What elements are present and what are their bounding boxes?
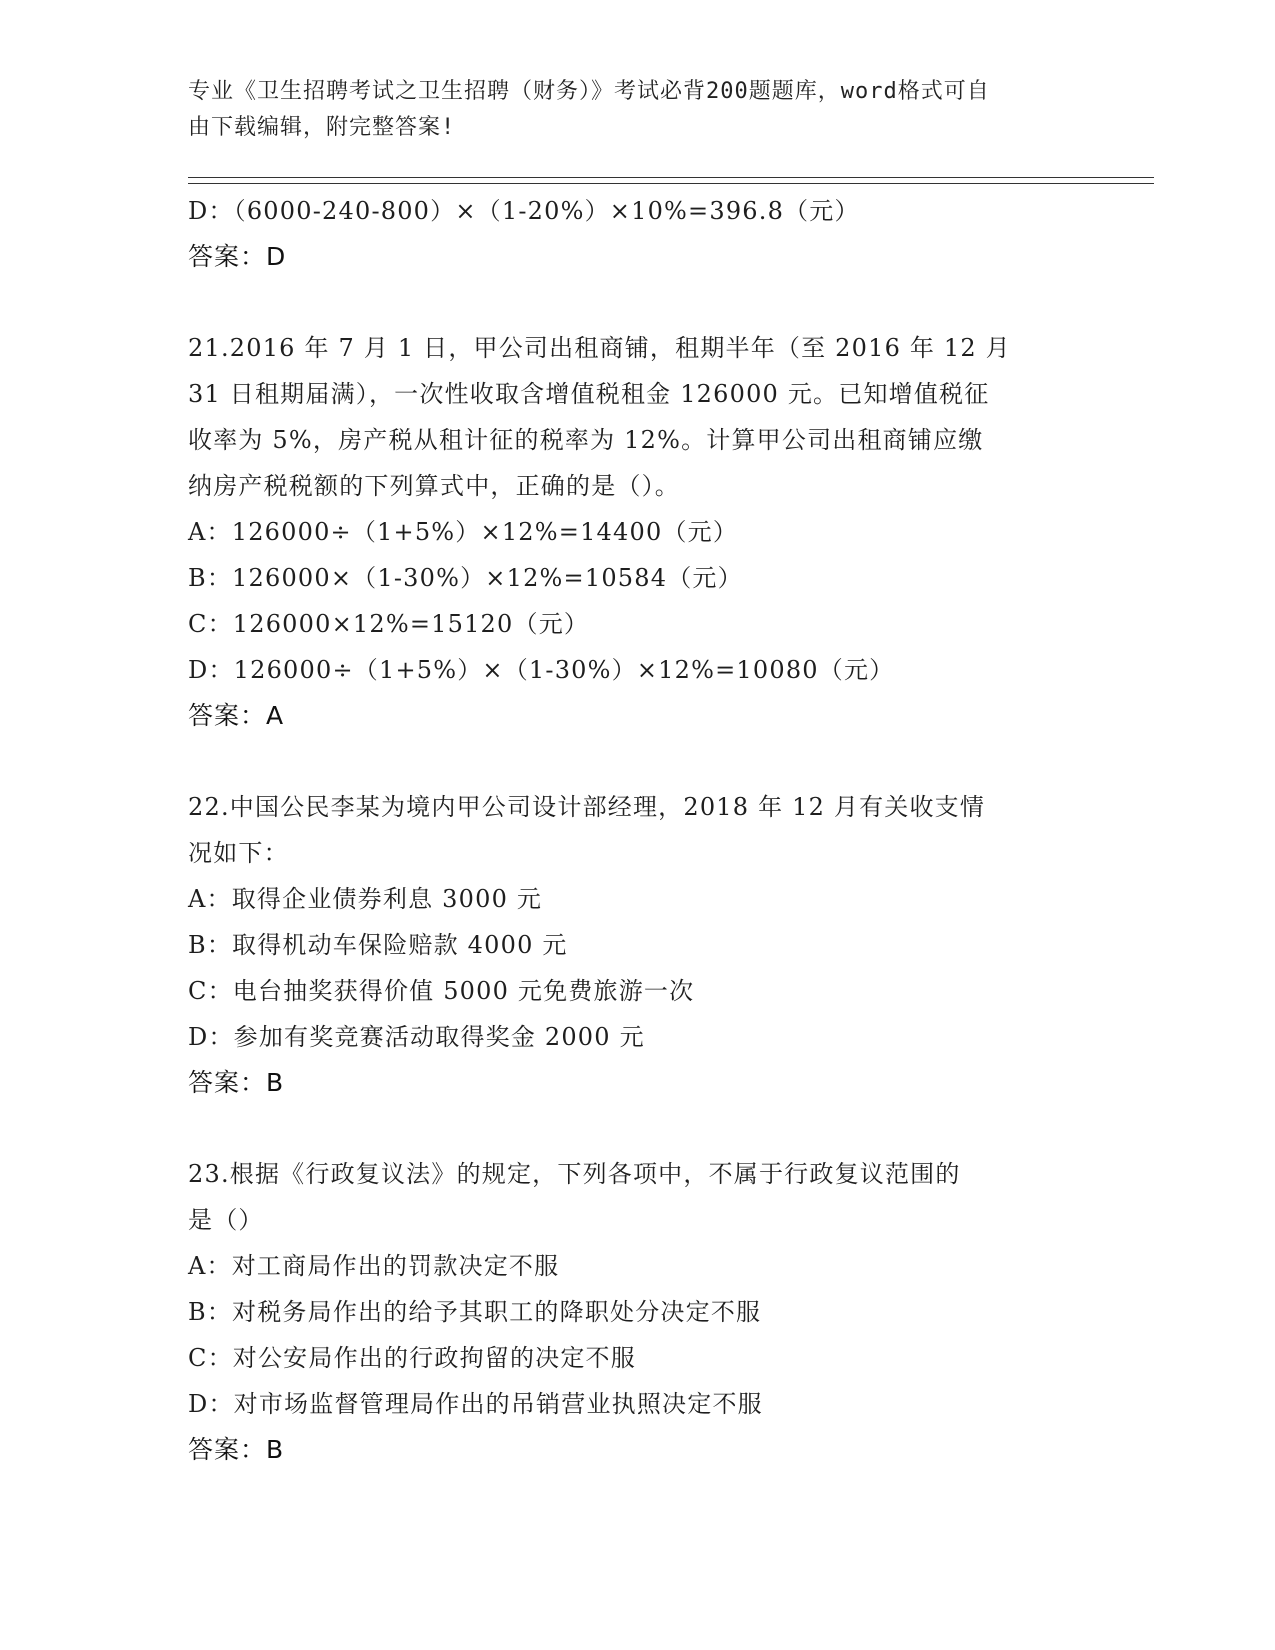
option-b: B：取得机动车保险赔款 4000 元 [188,931,568,959]
question-stem-line: 31 日租期届满），一次性收取含增值税租金 126000 元。已知增值税征 [188,380,990,408]
question-stem-line: 纳房产税税额的下列算式中，正确的是（）。 [188,472,680,500]
question-stem-line: 是（） [188,1206,264,1234]
question-23 [188,1151,1088,1473]
question-stem-line: 21.2016 年 7 月 1 日，甲公司出租商铺，租期半年（至 2016 年 12 月 [188,334,1011,362]
option-d: D：参加有奖竞赛活动取得奖金 2000 元 [188,1023,645,1051]
option-b: B：126000×（1-30%）×12%=10584（元） [188,564,743,592]
document-header [188,74,1068,146]
option-d: D：（6000-240-800）×（1-20%）×10%=396.8（元） [188,197,860,225]
option-d: D：对市场监督管理局作出的吊销营业执照决定不服 [188,1390,763,1418]
header-divider-bottom [188,183,1154,184]
option-c: C：126000×12%=15120（元） [188,610,590,638]
question-20-tail [188,188,1088,280]
option-b: B：对税务局作出的给予其职工的降职处分决定不服 [188,1298,762,1326]
question-stem-line: 23.根据《行政复议法》的规定，下列各项中，不属于行政复议范围的 [188,1160,961,1188]
document-body [188,188,1088,1473]
spacer [188,739,1088,784]
header-line-2: 由下载编辑，附完整答案! [188,115,456,140]
option-c: C：对公安局作出的行政拘留的决定不服 [188,1344,636,1372]
option-c: C：电台抽奖获得价值 5000 元免费旅游一次 [188,977,695,1005]
header-divider-top [188,177,1154,178]
spacer [188,1106,1088,1151]
spacer [188,280,1088,325]
question-stem-line: 况如下： [188,839,289,867]
question-22 [188,784,1088,1106]
option-a: A：126000÷（1+5%）×12%=14400（元） [188,518,739,546]
question-stem-line: 收率为 5%，房产税从租计征的税率为 12%。计算甲公司出租商铺应缴 [188,426,984,454]
header-line-1: 专业《卫生招聘考试之卫生招聘（财务）》考试必背200题题库，word格式可自 [188,79,990,104]
option-d: D：126000÷（1+5%）×（1-30%）×12%=10080（元） [188,656,895,684]
answer-line: 答案：B [188,1435,285,1464]
option-a: A：对工商局作出的罚款决定不服 [188,1252,560,1280]
question-stem-line: 22.中国公民李某为境内甲公司设计部经理，2018 年 12 月有关收支情 [188,793,986,821]
question-21 [188,325,1088,739]
answer-line: 答案：B [188,1068,285,1097]
answer-line: 答案：D [188,242,287,271]
option-a: A：取得企业债券利息 3000 元 [188,885,543,913]
answer-line: 答案：A [188,701,285,730]
